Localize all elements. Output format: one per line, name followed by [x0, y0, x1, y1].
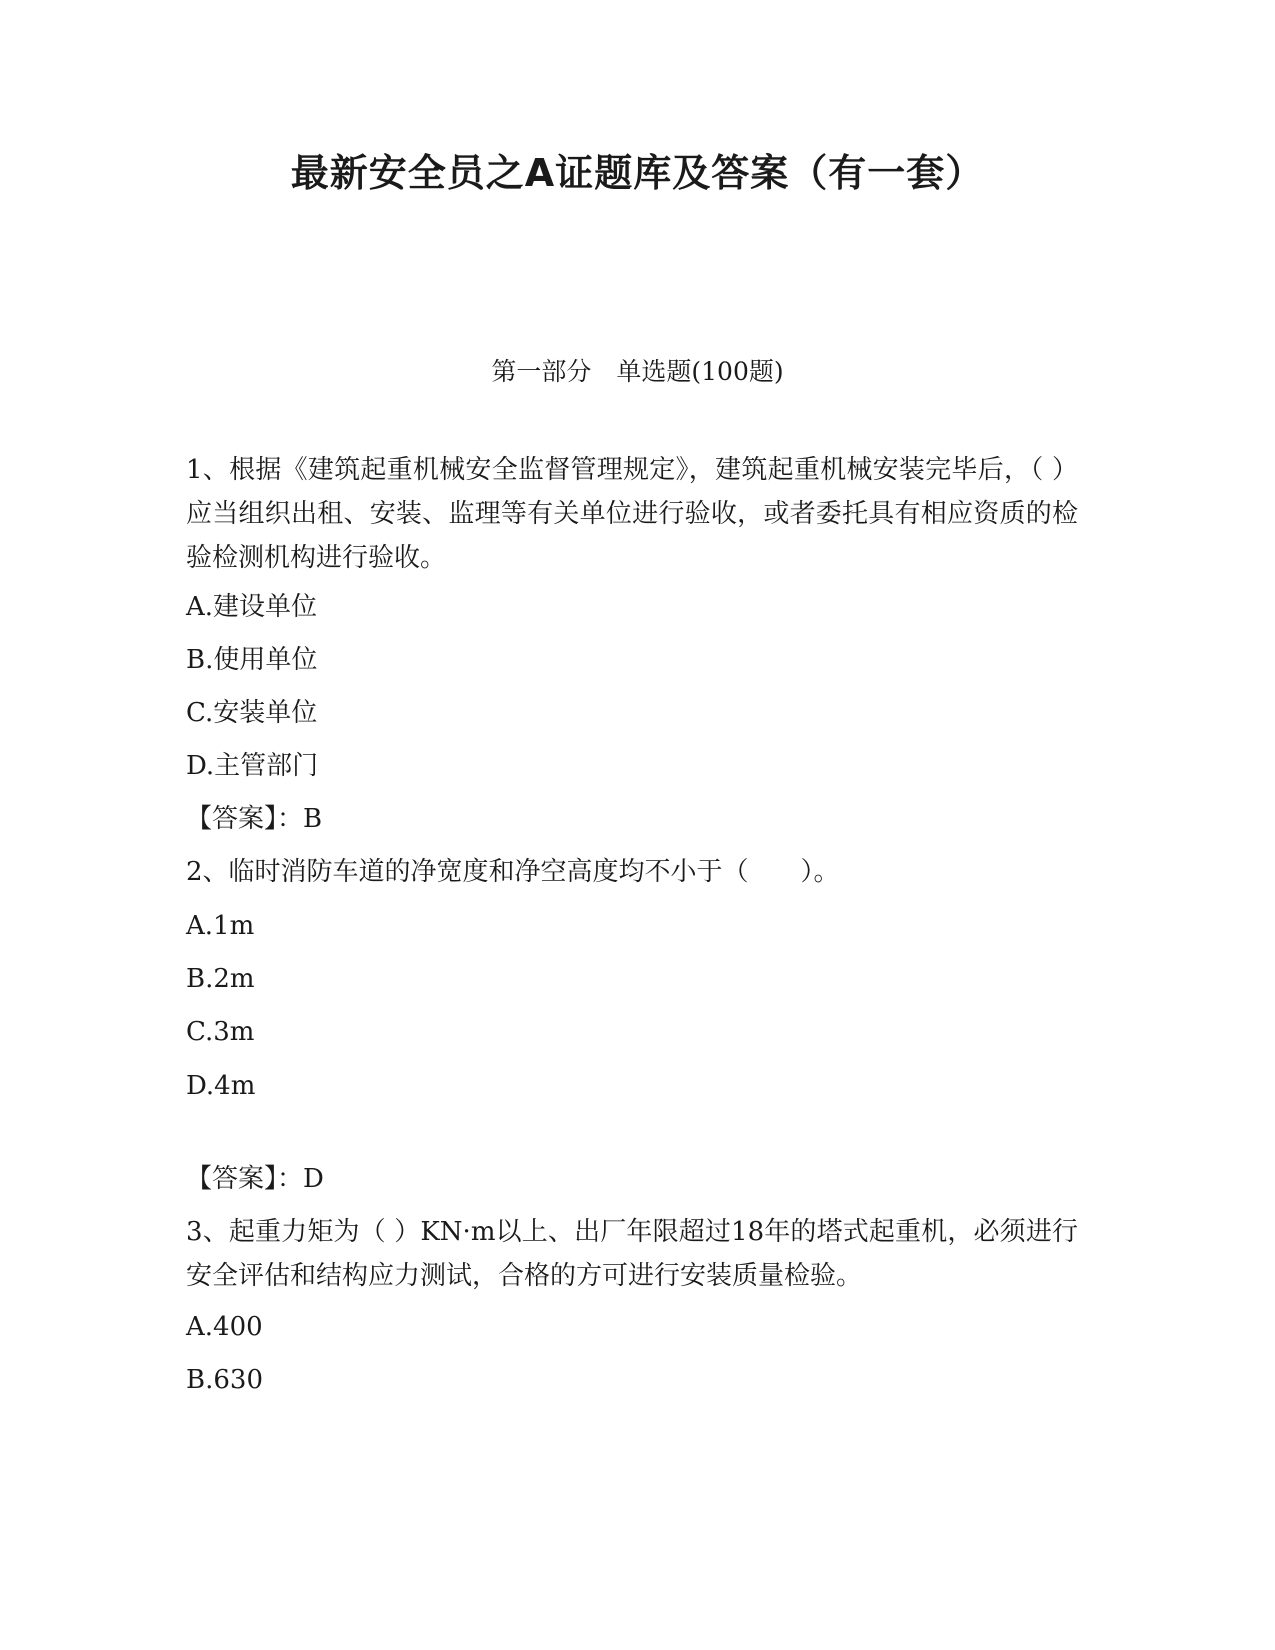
question-2-option-c: C.3m: [186, 1017, 255, 1047]
section-title: 第一部分 单选题(100题): [491, 357, 784, 386]
question-3-option-a: A.400: [186, 1312, 263, 1342]
question-3-option-b: B.630: [186, 1365, 263, 1395]
question-2-option-d: D.4m: [186, 1071, 256, 1101]
question-1-answer: 【答案】：B: [186, 804, 323, 834]
question-1-text: 1、根据《建筑起重机械安全监督管理规定》，建筑起重机械安装完毕后，（ ）应当组织出租、安装、监理等有关单位进行验收，或者委托具有相应资质的检验检测机构进行验收。: [186, 455, 1078, 573]
question-1-option-d: D.主管部门: [186, 751, 319, 781]
page-title: 最新安全员之A证题库及答案（有一套）: [290, 151, 985, 195]
question-3-text: 3、起重力矩为（ ）KN·m以上、出厂年限超过18年的塔式起重机，必须进行安全评估和结构应力测试，合格的方可进行安装质量检验。: [186, 1217, 1078, 1291]
question-2-answer: 【答案】：D: [186, 1164, 324, 1194]
question-1-option-a: A.建设单位: [186, 592, 318, 622]
question-1-option-c: C.安装单位: [186, 698, 318, 728]
question-2-text: 2、临时消防车道的净宽度和净空高度均不小于（ ）。: [186, 857, 840, 887]
question-2-option-a: A.1m: [186, 911, 255, 941]
question-2-option-b: B.2m: [186, 964, 255, 994]
question-1-option-b: B.使用单位: [186, 645, 318, 675]
